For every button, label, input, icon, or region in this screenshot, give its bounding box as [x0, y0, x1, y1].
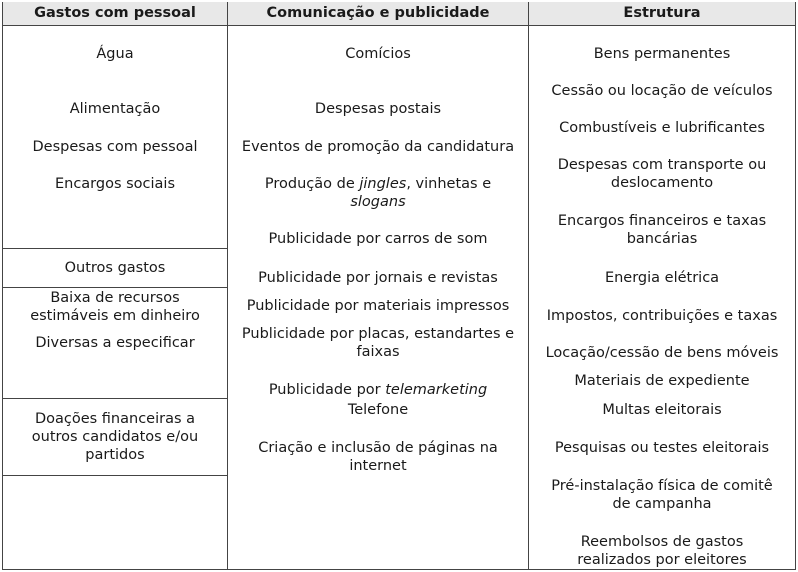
table-cell: Diversas a especificar	[35, 335, 195, 351]
row-divider	[2, 398, 227, 399]
cell-text: Produção de	[264, 176, 355, 192]
table-cell: Publicidade por carros de som	[268, 231, 488, 247]
cell-text: Publicidade por	[268, 382, 381, 398]
cell-text-italic: jingles	[359, 176, 407, 192]
header-gastos-com-pessoal: Gastos com pessoal	[3, 2, 227, 26]
table-cell: Bens permanentes	[593, 46, 731, 62]
table-cell: Doações financeiras a outros candidatos e/ou partidos	[31, 411, 199, 463]
row-divider	[2, 248, 227, 249]
row-divider	[2, 475, 227, 476]
table-cell: Encargos sociais	[54, 176, 176, 192]
table-cell: Alimentação	[69, 101, 161, 117]
table-cell: Despesas com pessoal	[32, 139, 198, 155]
table-cell	[228, 381, 528, 399]
table-cell: Reembolsos de gastos realizados por eleitores	[577, 534, 747, 568]
table-cell: Impostos, contribuições e taxas	[546, 308, 778, 324]
table-cell: Eventos de promoção da candidatura	[241, 139, 515, 155]
header-comunicacao-publicidade: Comunicação e publicidade	[228, 2, 528, 26]
table-cell: Pesquisas ou testes eleitorais	[554, 440, 770, 456]
table-cell: Água	[96, 46, 134, 62]
table-cell: Publicidade por jornais e revistas	[258, 270, 498, 286]
table-cell: Publicidade por materiais impressos	[246, 298, 510, 314]
table-cell: Criação e inclusão de páginas na internet	[258, 440, 498, 474]
table-cell: Energia elétrica	[604, 270, 720, 286]
table-cell: Outros gastos	[64, 260, 166, 276]
table-cell: Publicidade por placas, estandartes e faixas	[241, 326, 515, 360]
table-cell: Locação/cessão de bens móveis	[545, 345, 779, 361]
table-cell	[228, 175, 528, 211]
table-cell: Combustíveis e lubrificantes	[559, 120, 765, 136]
cell-text-italic: telemarketing	[385, 382, 488, 398]
table-cell: Telefone	[347, 402, 409, 418]
row-divider	[2, 287, 227, 288]
table-cell: Encargos financeiros e taxas bancárias	[557, 213, 767, 247]
table-cell: Despesas com transporte ou deslocamento	[557, 157, 767, 191]
table-cell: Multas eleitorais	[602, 402, 722, 418]
table-cell: Materiais de expediente	[574, 373, 750, 389]
table-cell: Pré-instalação física de comitê de campanha	[551, 478, 773, 512]
table-cell: Despesas postais	[314, 101, 442, 117]
table-cell: Baixa de recursos estimáveis em dinheiro	[30, 290, 200, 324]
header-estrutura: Estrutura	[529, 2, 795, 26]
table-cell: Cessão ou locação de veículos	[551, 83, 773, 99]
table-cell: Comícios	[345, 46, 411, 62]
cell-text: , vinhetas e	[406, 176, 492, 192]
cell-text-italic: slogans	[350, 194, 406, 210]
